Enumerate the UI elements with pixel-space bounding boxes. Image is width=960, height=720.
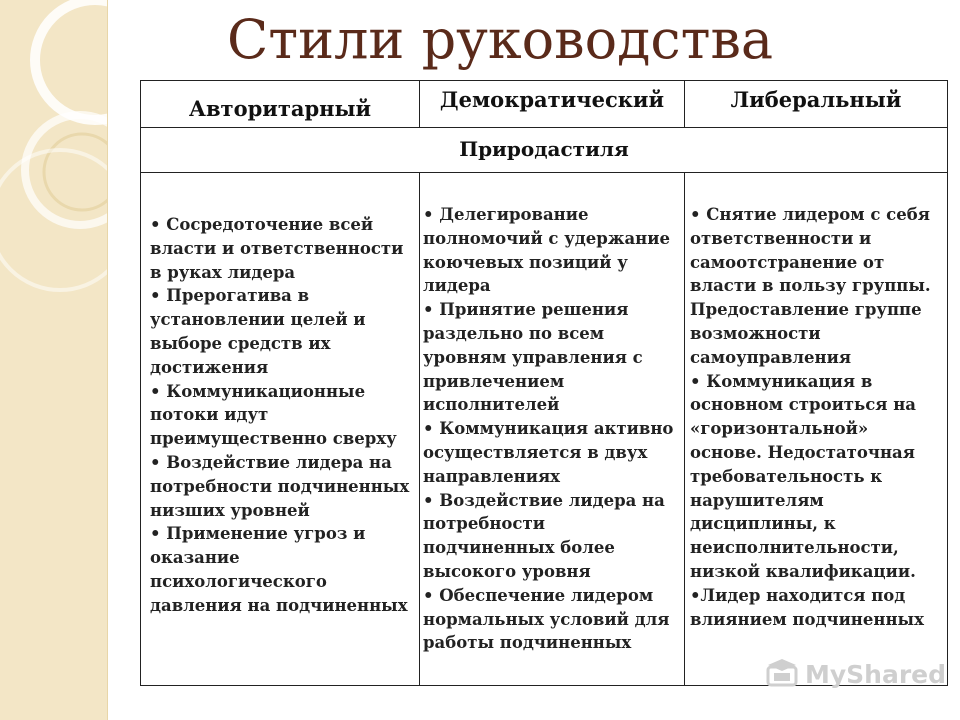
watermark-text: MyShared [805,660,947,689]
list-item: •Лидер находится под влиянием подчиненных [690,585,924,629]
column-header-liberal: Либеральный [730,87,902,112]
decorative-side-band [0,0,108,720]
list-item: • Принятие решения раздельно по всем уровням управления с привлечением исполнителей [423,300,643,415]
list-item: • Снятие лидером с себя ответственности и самоотстранение от власти в пользу группы. Предоставление группе возможности самоуправления [690,205,931,367]
cell-authoritarian [141,173,420,685]
cell-democratic [420,173,685,685]
cell-liberal [685,173,947,685]
leadership-styles-table [140,80,948,686]
list-item: • Воздействие лидера на потребности подчиненных более высокого уровня [423,490,665,581]
list-item: • Применение угроз и оказание психологического давления на подчиненных [150,524,408,615]
decorative-circles-icon [0,0,107,720]
list-item: • Коммуникационные потоки идут преимущественно сверху [150,381,397,449]
page-title: Стили руководства [226,8,774,71]
list-item: • Обеспечение лидером нормальных условий для работы подчиненных [423,585,670,653]
list-item: • Сосредоточение всей власти и ответственности в руках лидера [150,215,404,282]
row-header-nature-of-style: Природастиля [141,127,947,173]
list-item: • Делегирование полномочий с удержание коючевых позиций у лидера [423,205,670,296]
mortarboard-icon [765,658,799,688]
column-header-democratic: Демократический [420,81,685,127]
list-item: • Прерогатива в установлении целей и выборе средств их достижения [150,286,366,377]
column-header-authoritarian: Авторитарный [141,81,420,127]
list-item: • Коммуникация активно осуществляется в двух направлениях [423,419,674,486]
list-item: • Воздействие лидера на потребности подчиненных низших уровней [150,452,410,520]
list-item: • Коммуникация в основном строиться на «горизонтальной» основе. Недостаточная требовательность к нарушителям дисциплины, к неисполнительности, низкой квалификации. [690,371,916,581]
